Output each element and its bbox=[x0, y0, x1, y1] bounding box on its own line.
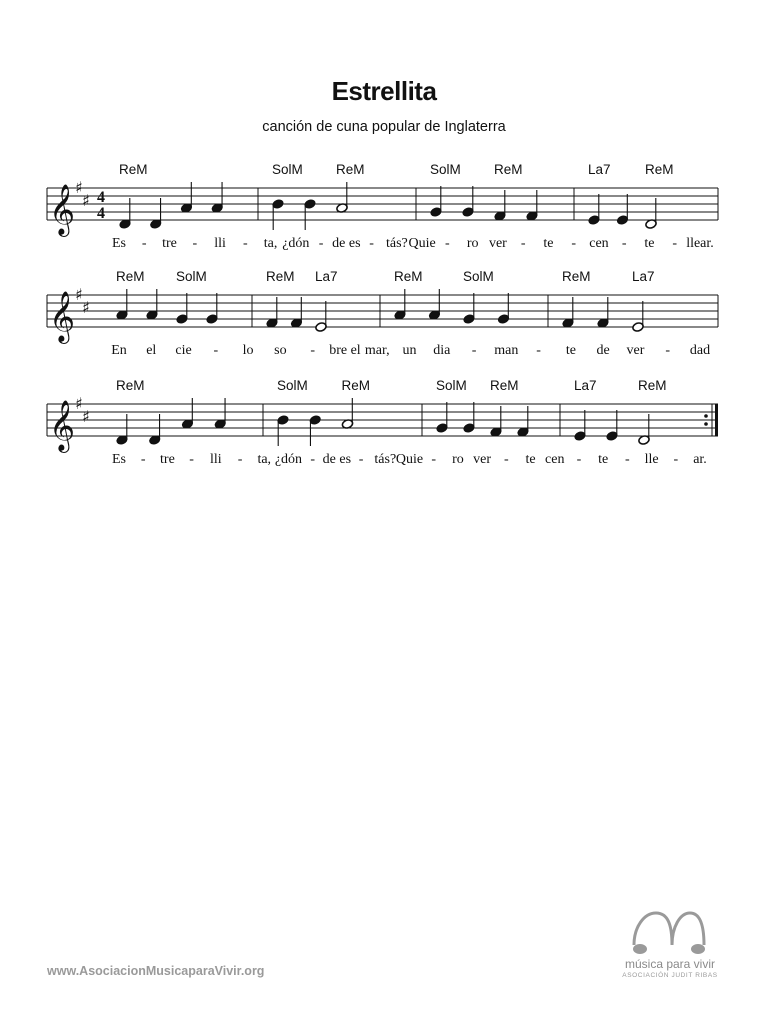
chord-symbol: ReM bbox=[116, 269, 145, 284]
lyric-syllable: te bbox=[565, 343, 576, 358]
chord-symbol: ReM bbox=[119, 162, 148, 177]
lyric-hyphen: - bbox=[192, 236, 198, 251]
lyric-syllable: lli bbox=[214, 236, 226, 251]
lyric-hyphen: - bbox=[369, 236, 374, 251]
song-title: Estrellita bbox=[331, 76, 437, 106]
repeat-dot bbox=[704, 414, 708, 418]
sharp-icon: ♯ bbox=[82, 191, 90, 210]
lyric-syllable: ro bbox=[452, 452, 464, 467]
lyric-hyphen: - bbox=[310, 343, 316, 358]
lyric-syllable: tre bbox=[162, 236, 177, 251]
chord-symbol: ReM bbox=[336, 162, 365, 177]
lyric-hyphen: - bbox=[672, 236, 678, 251]
chord-symbol: ReM bbox=[266, 269, 295, 284]
lyric-syllable: el bbox=[146, 343, 157, 358]
sharp-icon: ♯ bbox=[82, 407, 90, 426]
lyric-hyphen: - bbox=[242, 236, 248, 251]
logo bbox=[600, 905, 740, 995]
lyric-syllable: ver bbox=[626, 343, 645, 358]
lyric-hyphen: - bbox=[189, 452, 194, 467]
lyric-syllable: Es bbox=[112, 236, 126, 251]
lyric-syllable: ver bbox=[473, 452, 492, 467]
chord-symbol: SolM bbox=[436, 378, 467, 393]
lyric-syllable: Quie bbox=[408, 236, 436, 251]
lyric-syllable: tre bbox=[160, 452, 175, 467]
sharp-icon: ♯ bbox=[75, 394, 83, 413]
chord-symbol: ReM bbox=[562, 269, 591, 284]
lyric-hyphen: - bbox=[318, 236, 324, 251]
lyric-syllable: dad bbox=[689, 343, 711, 358]
lyric-syllable: man bbox=[494, 343, 519, 358]
lyric-syllable: un bbox=[402, 343, 417, 358]
lyric-hyphen: - bbox=[310, 452, 316, 467]
lyric-syllable: cie bbox=[175, 343, 192, 358]
lyric-syllable: Quie bbox=[395, 452, 424, 467]
lyric-syllable: de es bbox=[322, 452, 352, 467]
lyric-hyphen: - bbox=[571, 236, 577, 251]
lyric-syllable: so bbox=[274, 343, 287, 358]
lyric-hyphen: - bbox=[237, 452, 243, 467]
lyric-hyphen: - bbox=[665, 343, 671, 358]
chord-symbol: ReM bbox=[494, 162, 523, 177]
lyric-syllable: lli bbox=[209, 452, 222, 467]
chord-symbol: SolM bbox=[176, 269, 207, 284]
lyric-syllable: te bbox=[525, 452, 536, 467]
logo-subtitle: ASOCIACIÓN JUDIT RIBAS bbox=[622, 972, 718, 979]
sharp-icon: ♯ bbox=[75, 178, 83, 197]
lyric-syllable: lle bbox=[644, 452, 659, 467]
lyric-syllable: ¿dón bbox=[282, 236, 310, 251]
lyric-syllable: Es bbox=[112, 452, 126, 467]
chord-symbol: ReM bbox=[645, 162, 674, 177]
chord-symbol: ReM bbox=[116, 378, 145, 393]
logo-name: música para vivir bbox=[624, 957, 716, 971]
lyric-hyphen: - bbox=[140, 452, 146, 467]
chord-symbol: ReM bbox=[490, 378, 519, 393]
chord-symbol: ReM bbox=[394, 269, 423, 284]
chord-symbol: La7 bbox=[588, 162, 611, 177]
treble-clef-icon: 𝄞 bbox=[49, 291, 76, 342]
lyric-syllable: ta, bbox=[263, 236, 278, 251]
lyric-syllable: tás? bbox=[385, 236, 408, 251]
lyric-hyphen: - bbox=[358, 452, 364, 467]
song-subtitle: canción de cuna popular de Inglaterra bbox=[262, 119, 506, 135]
chord-symbol: SolM bbox=[463, 269, 494, 284]
time-signature-bottom: 4 bbox=[97, 205, 105, 222]
lyric-syllable: cen bbox=[589, 236, 609, 251]
lyric-hyphen: - bbox=[520, 236, 526, 251]
lyric-syllable: te bbox=[644, 236, 655, 251]
score bbox=[0, 150, 768, 490]
lyric-syllable: ar. bbox=[693, 452, 707, 467]
lyric-syllable: llear. bbox=[686, 236, 714, 251]
lyric-syllable: ta, bbox=[257, 452, 272, 467]
chord-symbol: SolM bbox=[272, 162, 303, 177]
chord-symbol: La7 bbox=[632, 269, 655, 284]
footer-url[interactable]: www.AsociacionMusicaparaVivir.org bbox=[47, 964, 265, 978]
lyric-hyphen: - bbox=[673, 452, 679, 467]
lyric-hyphen: - bbox=[471, 343, 477, 358]
lyric-syllable: de bbox=[596, 343, 610, 358]
lyric-hyphen: - bbox=[431, 452, 437, 467]
lyric-syllable: de es bbox=[332, 236, 361, 251]
lyric-syllable: En bbox=[111, 343, 127, 358]
lyric-syllable: dia bbox=[433, 343, 451, 358]
lyric-syllable: cen bbox=[545, 452, 565, 467]
chord-symbol: La7 bbox=[574, 378, 597, 393]
lyric-hyphen: - bbox=[536, 343, 541, 358]
sharp-icon: ♯ bbox=[75, 285, 83, 304]
lyric-hyphen: - bbox=[621, 236, 627, 251]
chord-symbol: La7 bbox=[315, 269, 338, 284]
lyric-hyphen: - bbox=[213, 343, 219, 358]
treble-clef-icon: 𝄞 bbox=[49, 400, 76, 451]
lyric-syllable: te bbox=[598, 452, 609, 467]
lyric-hyphen: - bbox=[141, 236, 147, 251]
lyric-hyphen: - bbox=[576, 452, 582, 467]
lyric-syllable: ver bbox=[488, 236, 507, 251]
lyric-hyphen: - bbox=[445, 236, 450, 251]
lyric-syllable: mar, bbox=[364, 343, 390, 358]
lyric-hyphen: - bbox=[625, 452, 630, 467]
chord-symbol: SolM bbox=[430, 162, 461, 177]
lyric-syllable: lo bbox=[242, 343, 254, 358]
sharp-icon: ♯ bbox=[82, 298, 90, 317]
lyric-syllable: bre el bbox=[329, 343, 361, 358]
lyric-hyphen: - bbox=[503, 452, 509, 467]
chord-symbol: SolM bbox=[277, 378, 308, 393]
chord-symbol: ReM bbox=[638, 378, 667, 393]
music-note-icon bbox=[600, 905, 740, 957]
chord-symbol: ReM bbox=[341, 378, 371, 393]
lyric-syllable: ¿dón bbox=[274, 452, 303, 467]
lyric-syllable: te bbox=[543, 236, 554, 251]
treble-clef-icon: 𝄞 bbox=[49, 184, 76, 235]
lyric-syllable: tás? bbox=[374, 452, 397, 467]
lyric-syllable: ro bbox=[466, 236, 479, 251]
repeat-dot bbox=[704, 422, 708, 426]
time-signature-top: 4 bbox=[97, 189, 105, 206]
